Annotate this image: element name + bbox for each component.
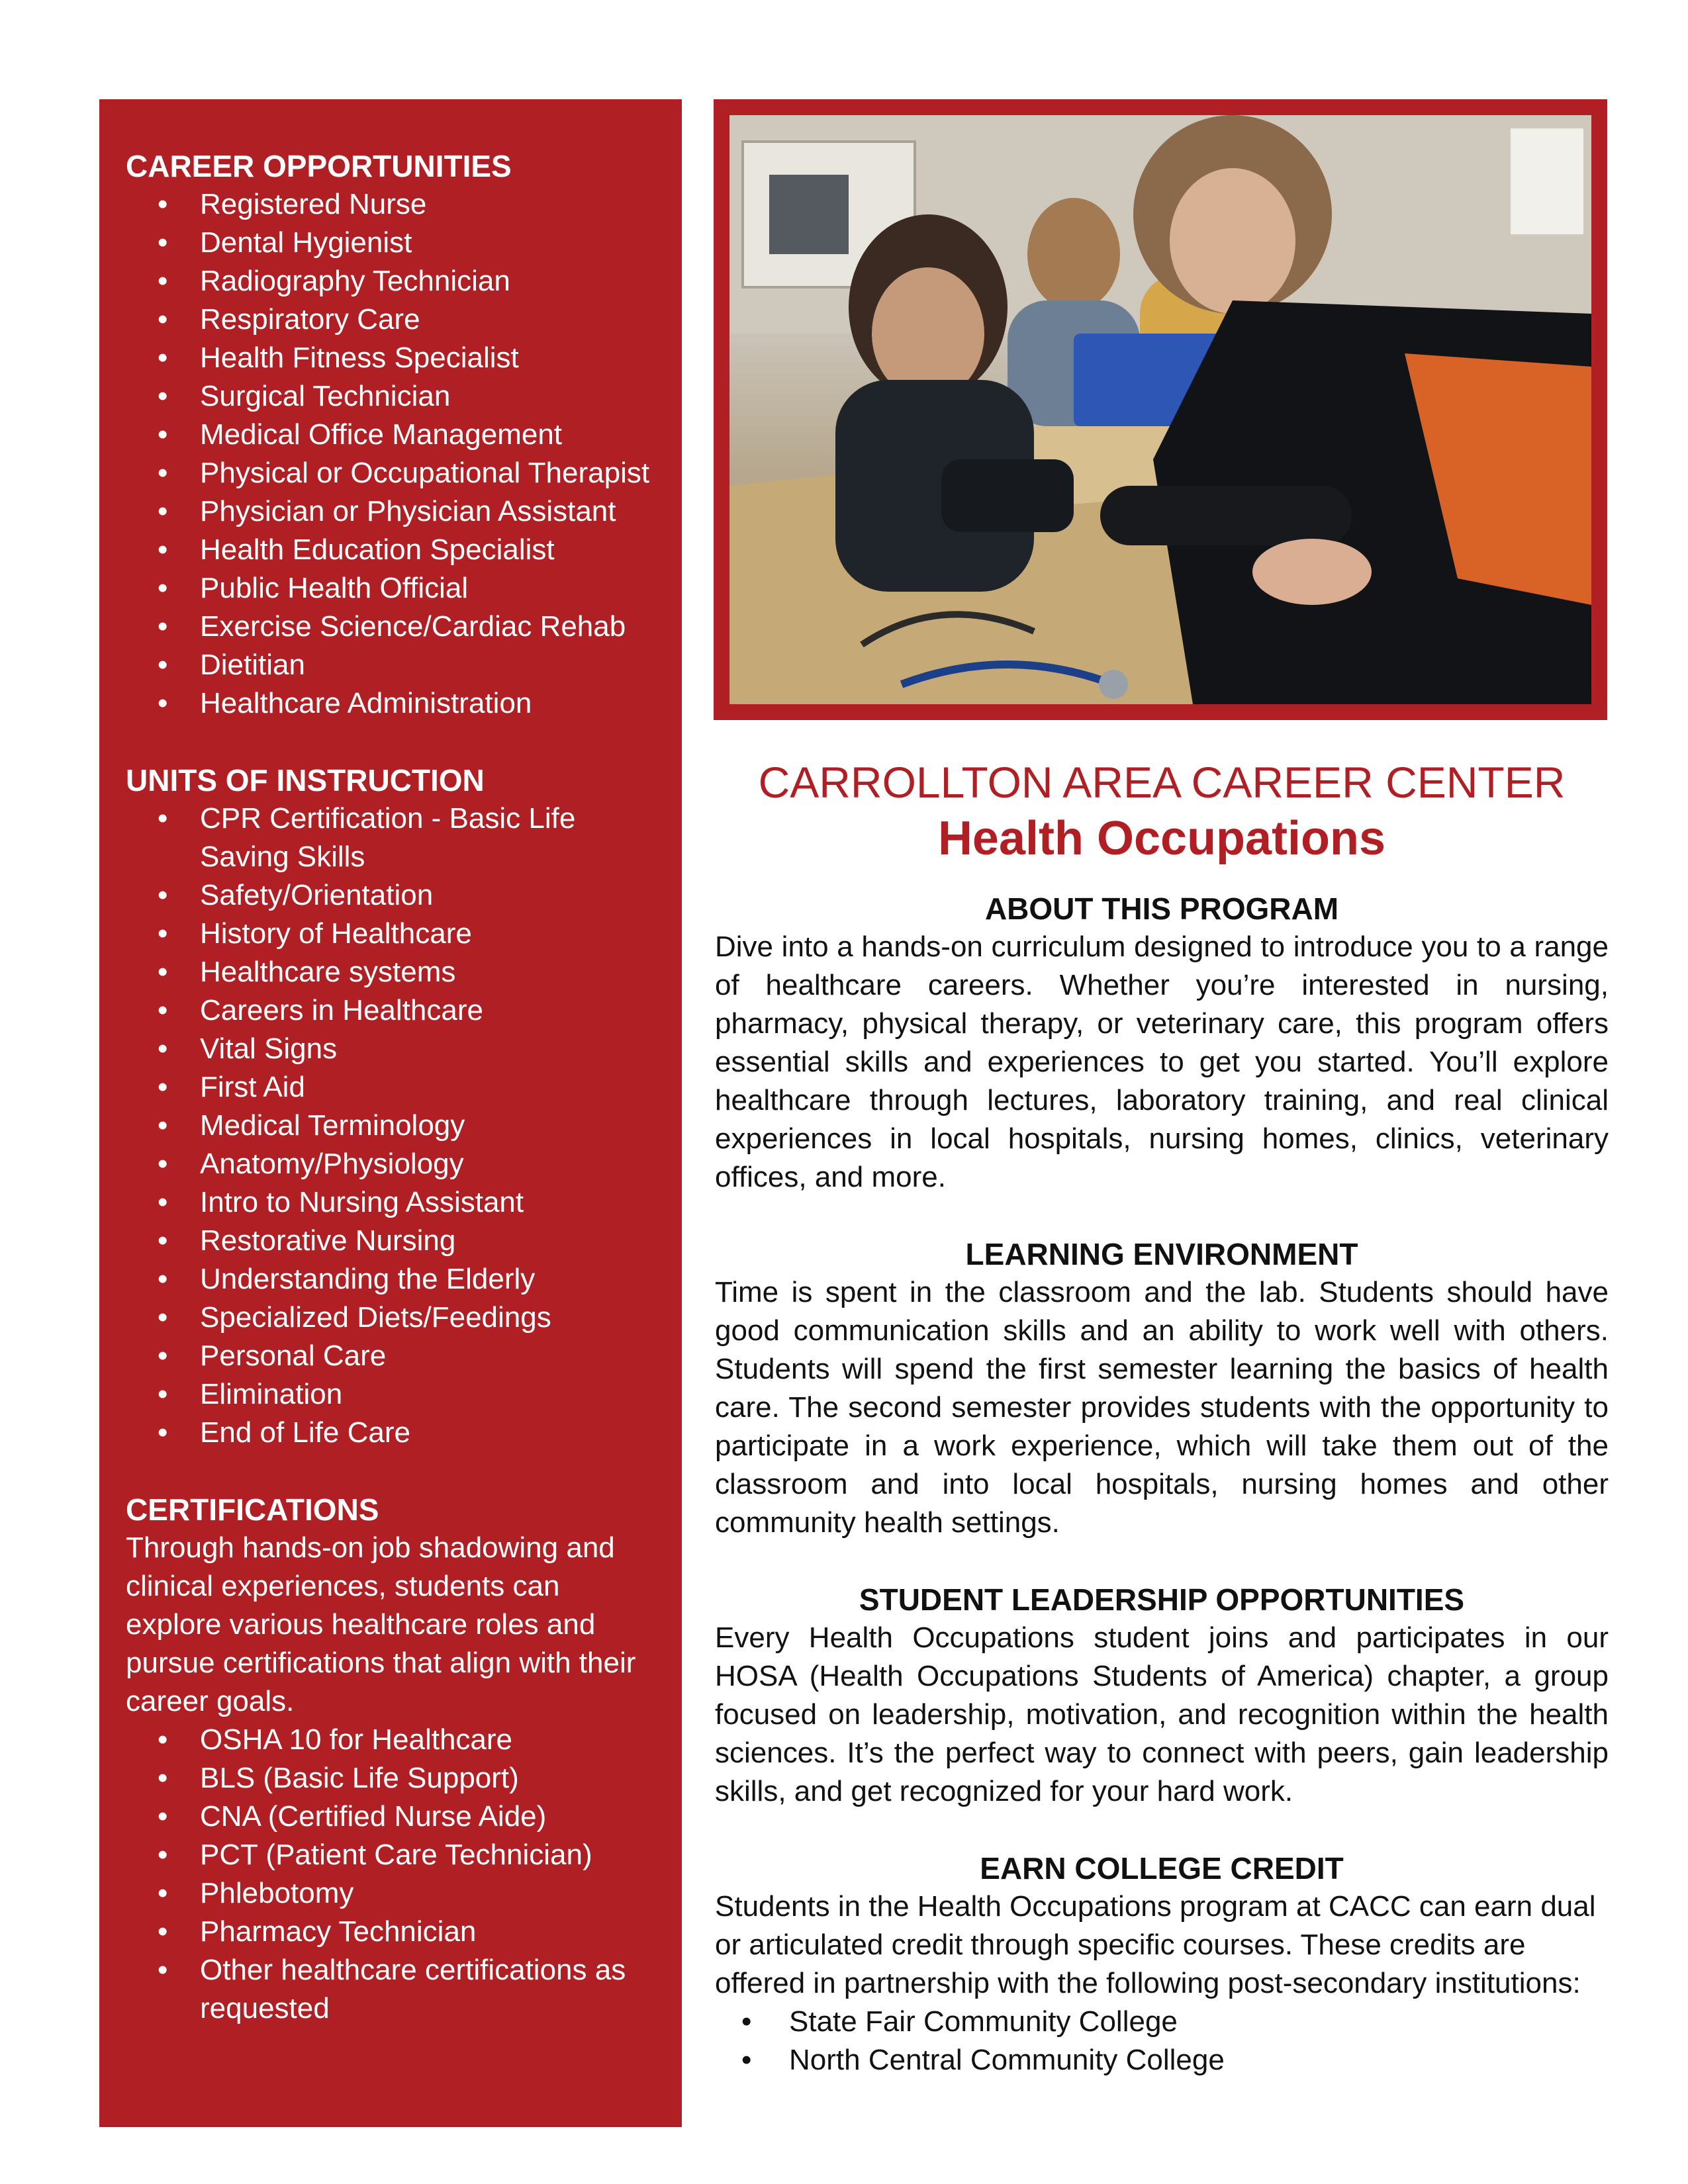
certifications-heading: CERTIFICATIONS [126, 1492, 379, 1527]
list-item: • Intro to Nursing Assistant [126, 1183, 658, 1222]
list-item: • End of Life Care [126, 1414, 658, 1452]
sidebar-panel [99, 99, 682, 2127]
list-item: • History of Healthcare [126, 915, 658, 953]
list-item: • BLS (Basic Life Support) [126, 1759, 658, 1797]
certifications-list [126, 1721, 658, 2028]
list-item: • State Fair Community College [715, 2003, 1609, 2041]
list-item: • Health Education Specialist [126, 531, 658, 569]
list-item: • First Aid [126, 1068, 658, 1107]
list-item: • Phlebotomy [126, 1874, 658, 1913]
certifications-intro: Through hands-on job shadowing and clinical experiences, students can explore various healthcare roles and pursue certifications that align with their career goals. [126, 1531, 636, 1717]
list-item: • Surgical Technician [126, 377, 658, 416]
credit-text: Students in the Health Occupations program at CACC can earn dual or articulated credit through specific courses. These credits are offered in partnership with the following post-secondary institutions: [715, 1890, 1596, 1999]
list-item: • Pharmacy Technician [126, 1913, 658, 1951]
list-item: • Safety/Orientation [126, 876, 658, 915]
list-item: • Other healthcare certifications as requested [126, 1951, 658, 2028]
list-item: • Physician or Physician Assistant [126, 492, 658, 531]
classroom-photo-illustration [729, 115, 1591, 704]
center-name: CARROLLTON AREA CAREER CENTER [758, 758, 1566, 807]
career-list [126, 185, 658, 723]
about-text: Dive into a hands-on curriculum designed to introduce you to a range of healthcare careers. Whether you’re interested in nursing, pharmacy, physical therapy, or veterinary care, this program offers essential skills and experiences to get you started. You’ll explore healthcare through lectures, laboratory training, and real clinical experiences in local hospitals, nursing homes, clinics, veterinary offices, and more. [715, 931, 1609, 1193]
list-item: • OSHA 10 for Healthcare [126, 1721, 658, 1759]
list-item: • PCT (Patient Care Technician) [126, 1836, 658, 1874]
career-opportunities-heading: CAREER OPPORTUNITIES [126, 149, 512, 183]
leadership-heading: STUDENT LEADERSHIP OPPORTUNITIES [859, 1582, 1465, 1617]
list-item: • Understanding the Elderly [126, 1260, 658, 1298]
list-item: • Respiratory Care [126, 300, 658, 339]
leadership-section [715, 1580, 1609, 1811]
list-item: • Dietitian [126, 646, 658, 684]
environment-heading: LEARNING ENVIRONMENT [965, 1237, 1358, 1271]
list-item: • Careers in Healthcare [126, 991, 658, 1030]
list-item: • Vital Signs [126, 1030, 658, 1068]
list-item: • CNA (Certified Nurse Aide) [126, 1797, 658, 1836]
program-title: Health Occupations [937, 812, 1386, 865]
units-of-instruction-heading: UNITS OF INSTRUCTION [126, 763, 485, 797]
list-item: • Dental Hygienist [126, 224, 658, 262]
list-item: • Radiography Technician [126, 262, 658, 300]
about-heading: ABOUT THIS PROGRAM [984, 891, 1339, 926]
list-item: • Health Fitness Specialist [126, 339, 658, 377]
environment-text: Time is spent in the classroom and the lab. Students should have good communication skills and an ability to work well with others. Students will spend the first semester learning the basics of health care. The second semester provides students with the opportunity to participate in a work experience, which will take them out of the classroom and into local hospitals, nursing homes and other community health settings. [715, 1276, 1609, 1539]
list-item: • Elimination [126, 1375, 658, 1414]
list-item: • Medical Office Management [126, 416, 658, 454]
list-item: • Medical Terminology [126, 1107, 658, 1145]
list-item: • CPR Certification - Basic Life Saving Skills [126, 799, 658, 876]
leadership-text: Every Health Occupations student joins and participates in our HOSA (Health Occupations Students of America) chapter, a group focused on leadership, motivation, and recognition within the health sciences. It’s the perfect way to connect with peers, gain leadership skills, and get recognized for your hard work. [715, 1621, 1609, 1807]
list-item: • Personal Care [126, 1337, 658, 1375]
list-item: • Exercise Science/Cardiac Rehab [126, 608, 658, 646]
list-item: • Healthcare systems [126, 953, 658, 991]
units-list [126, 799, 658, 1452]
list-item: • Public Health Official [126, 569, 658, 608]
institution-list [715, 2003, 1609, 2079]
list-item: • North Central Community College [715, 2041, 1609, 2079]
credit-section [715, 1849, 1609, 2079]
credit-heading: EARN COLLEGE CREDIT [980, 1851, 1344, 1886]
about-section [715, 889, 1609, 1197]
list-item: • Anatomy/Physiology [126, 1145, 658, 1183]
list-item: • Restorative Nursing [126, 1222, 658, 1260]
classroom-photo [729, 115, 1591, 704]
list-item: • Specialized Diets/Feedings [126, 1298, 658, 1337]
list-item: • Registered Nurse [126, 185, 658, 224]
photo-frame [714, 99, 1607, 720]
environment-section [715, 1235, 1609, 1542]
list-item: • Healthcare Administration [126, 684, 658, 723]
list-item: • Physical or Occupational Therapist [126, 454, 658, 492]
